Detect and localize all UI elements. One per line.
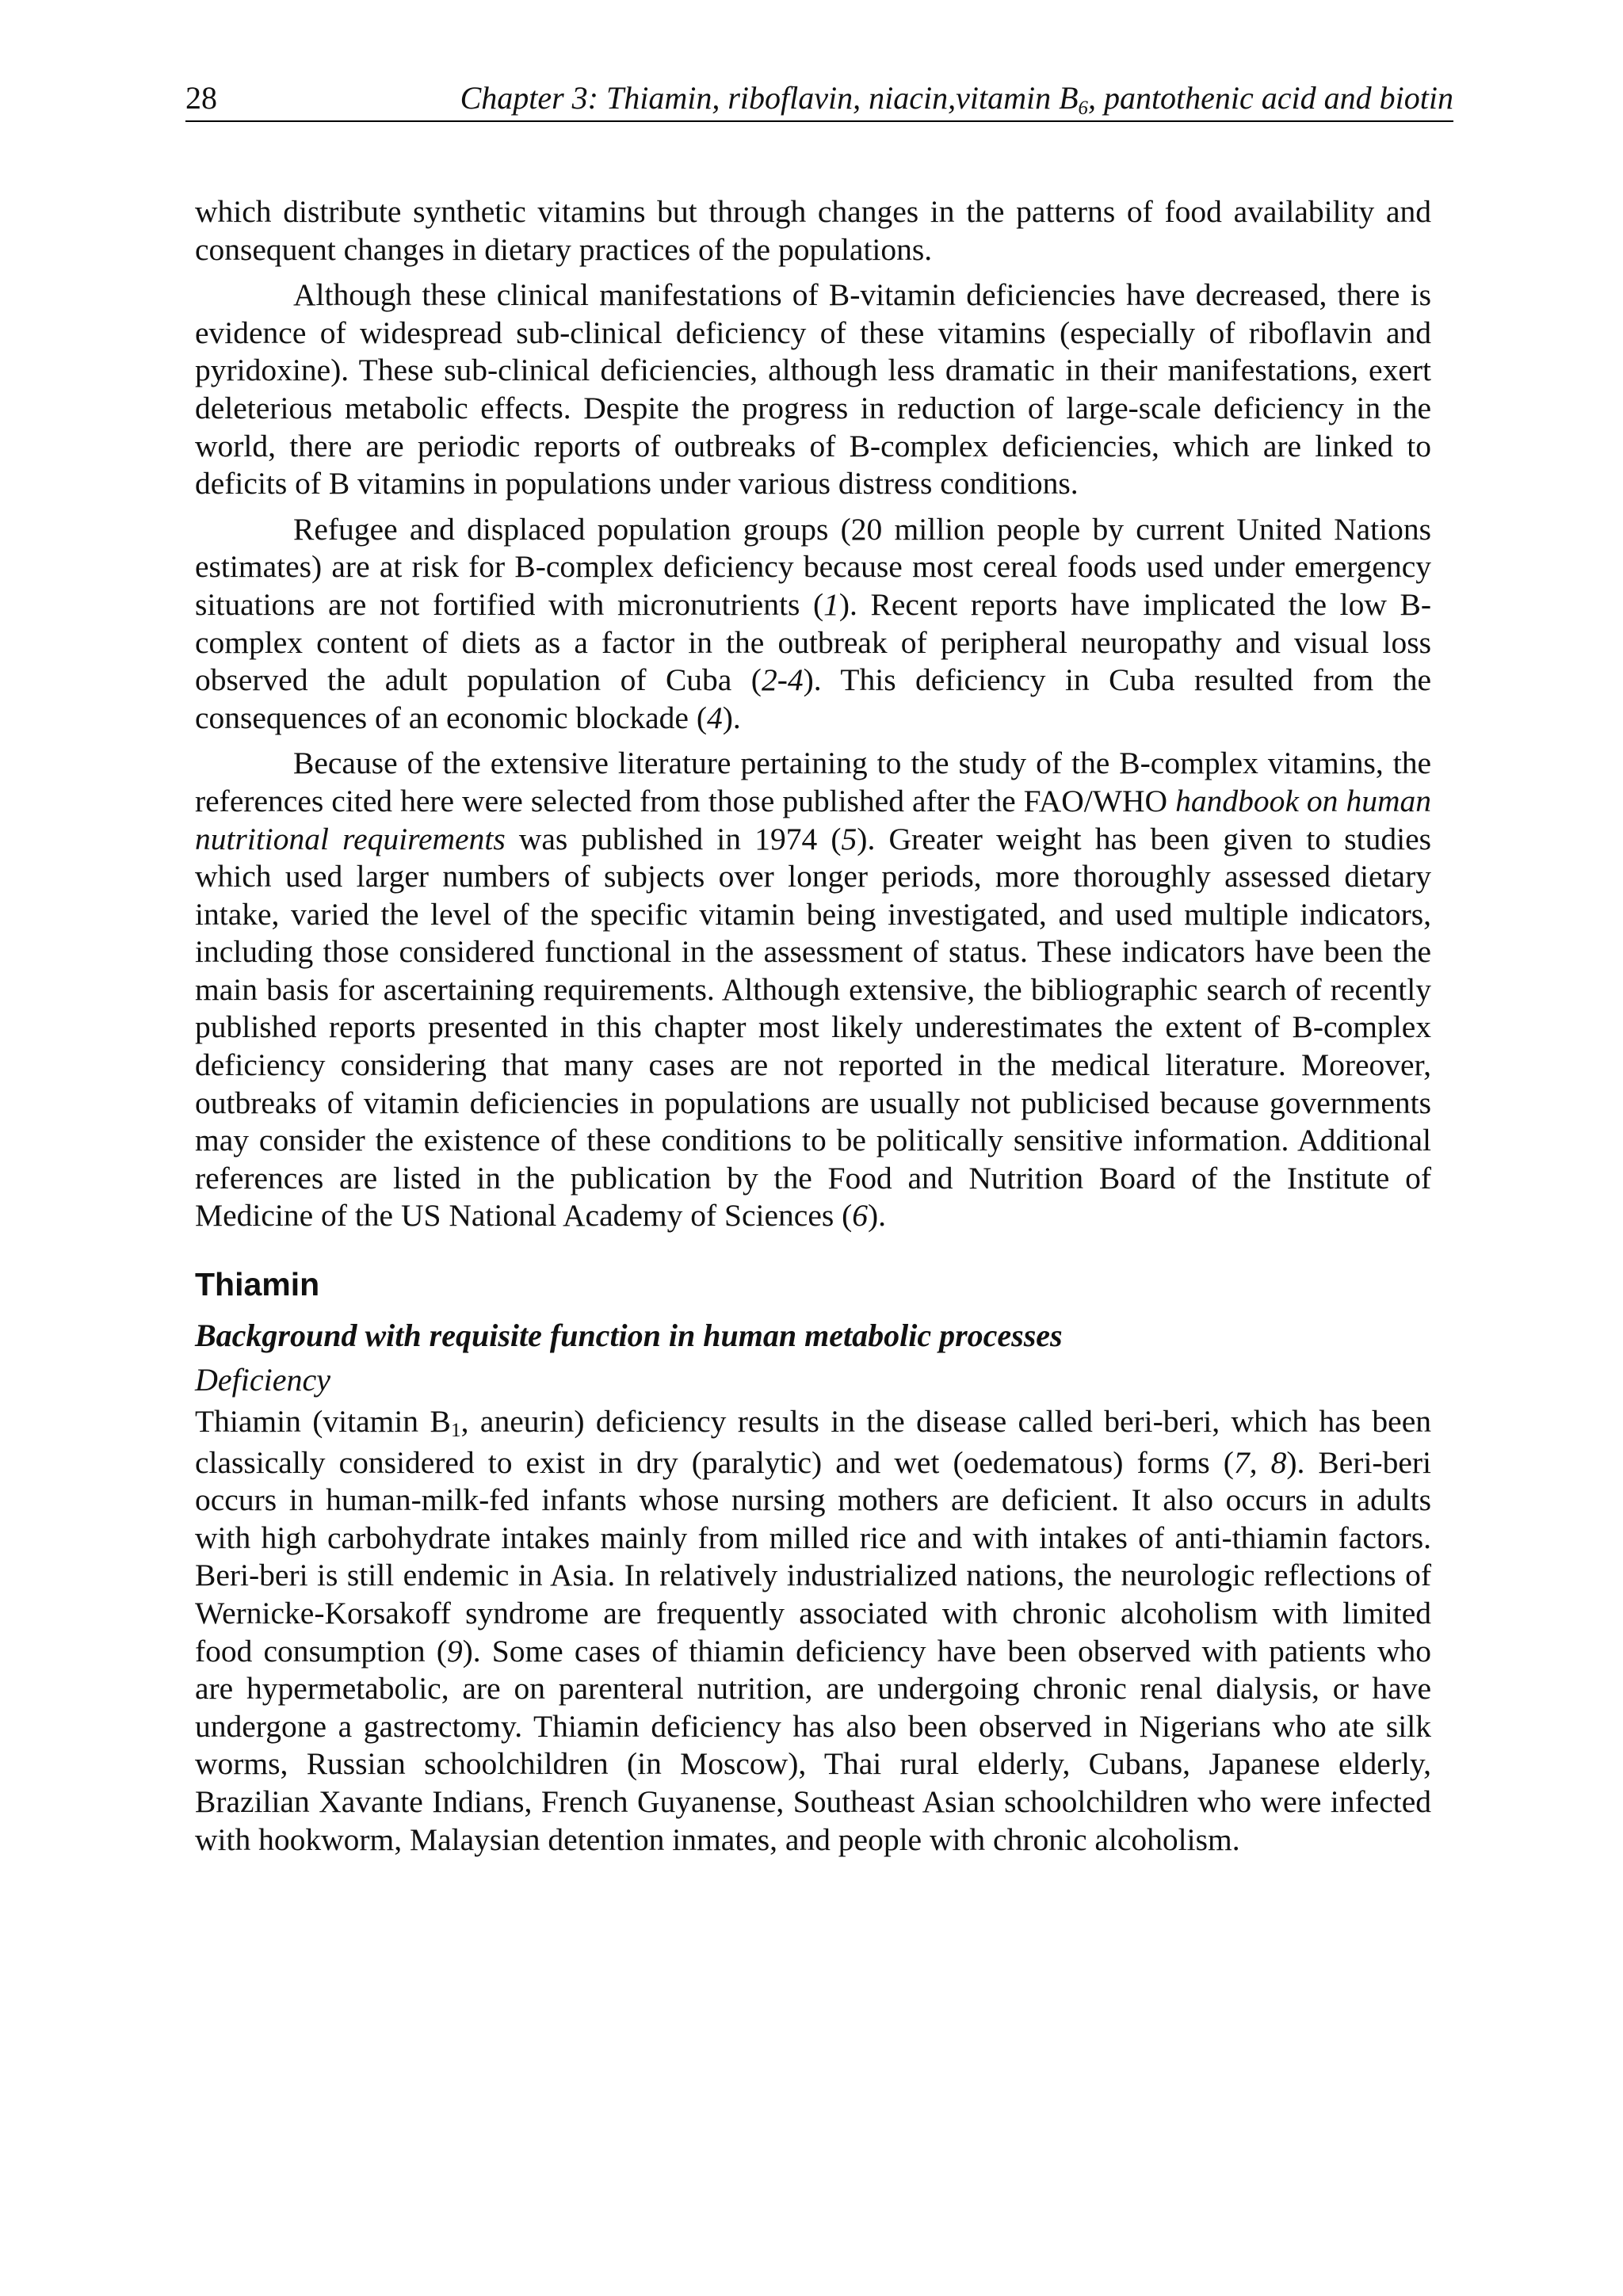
citation-ref: 5: [841, 821, 857, 856]
paragraph-text-segment: ). Some cases of thiamin deficiency have been observed with patients who are hypermetabolic, are on parenteral nutrition, are undergoing chronic renal dialysis, or have undergone a gastrectomy. Thiamin deficiency has also been observed in Nigerians who ate silk worms, Russian schoolchildren (in Moscow), Thai rural elderly, Cubans, Japanese elderly, Brazilian Xavante Indians, French Guyanense, Southeast Asian schoolchildren who were infected with hookworm, Malaysian detention inmates, and people with chronic alcoholism.: [195, 1633, 1432, 1857]
paragraph-text-segment: Thiamin (vitamin B: [195, 1404, 451, 1440]
subsection-heading: Background with requisite function in human metabolic processes: [195, 1318, 1063, 1354]
page-number: 28: [185, 80, 217, 116]
paragraph-text-segment: Because of the extensive literature pertaining to the study of the B-complex vitamins, the references cited here were selected from those published after the FAO/WHO: [195, 746, 1431, 818]
citation-ref: 1: [823, 586, 839, 622]
running-title-text: Chapter 3: Thiamin, riboflavin, niacin,vitamin B: [460, 80, 1079, 116]
citation-ref: 4: [706, 700, 723, 735]
running-title-end: , pantothenic acid and biotin: [1087, 80, 1453, 116]
italic-title: handbook on human nutritional requirements: [195, 783, 1431, 856]
paragraph-literature-selection: [195, 745, 1431, 1235]
paragraph-text-segment: , aneurin) deficiency results in the disease called beri-beri, which has been classically considered to exist in dry (paralytic) and wet (oedematous) forms (: [195, 1404, 1431, 1480]
citation-ref: 7, 8: [1233, 1444, 1287, 1480]
paragraph-text-segment: was published in 1974 (: [505, 821, 842, 856]
citation-ref: 6: [852, 1198, 868, 1234]
running-title-subscript: 6: [1078, 97, 1088, 119]
citation-ref: 2-4: [761, 662, 804, 698]
citation-ref: 9: [446, 1633, 463, 1669]
paragraph-text-segment: ). Greater weight has been given to studies which used larger numbers of subjects over longer periods, more thoroughly assessed dietary intake, varied the level of the specific vitamin being investigated, and used multiple indicators, including those considered functional in the assessment of status. These indicators have been the main basis for ascertaining requirements. Although extensive, the bibliographic search of recently published reports presented in this chapter most likely underestimates the extent of B-complex deficiency considering that many cases are not reported in the medical literature. Moreover, outbreaks of vitamin deficiencies in populations are usually not publicised because governments may consider the existence of these conditions to be politically sensitive information. Additional references are listed in the publication by the Food and Nutrition Board of the Institute of Medicine of the US National Academy of Sciences (: [195, 821, 1431, 1234]
running-title: [460, 76, 1453, 125]
paragraph-text-segment: ).: [868, 1198, 887, 1234]
subscript: 1: [450, 1418, 461, 1442]
paragraph-text-segment: Refugee and displaced population groups (20 million people by current United Nations estimates) are at risk for B-complex deficiency because most cereal foods used under emergency situations are not fortified with micronutrients (: [195, 511, 1431, 622]
page-header: [185, 76, 1453, 122]
paragraph-text-segment: ). Beri-beri occurs in human-milk-fed infants whose nursing mothers are deficient. It also occurs in adults with high carbohydrate intakes mainly from milled rice and with intakes of anti-thiamin factors. Beri-beri is still endemic in Asia. In relatively industrialized nations, the neurologic reflections of Wernicke-Korsakoff syndrome are frequently associated with chronic alcoholism with limited food consumption (: [195, 1444, 1431, 1669]
paragraph-thiamin-deficiency: [195, 1403, 1431, 1859]
paragraph-text-segment: ). This deficiency in Cuba resulted from the consequences of an economic blockade (: [195, 662, 1431, 735]
section-heading-thiamin: Thiamin: [195, 1266, 320, 1303]
paragraph-text-segment: ).: [722, 700, 741, 735]
paragraph-refugee-populations: [195, 511, 1431, 738]
paragraph-text-segment: ). Recent reports have implicated the low B-complex content of diets as a factor in the outbreak of peripheral neuropathy and visual loss observed the adult population of Cuba (: [195, 586, 1431, 698]
paragraph-subclinical-deficiency: Although these clinical manifestations of B-vitamin deficiencies have decreased, there is evidence of widespread sub-clinical deficiency of these vitamins (especially of riboflavin and pyridoxine). These sub-clinical deficiencies, although less dramatic in their manifestations, exert deleterious metabolic effects. Despite the progress in reduction of large-scale deficiency in the world, there are periodic reports of outbreaks of B-complex deficiencies, which are linked to deficits of B vitamins in populations under various distress conditions.: [195, 277, 1431, 502]
paragraph-continued: which distribute synthetic vitamins but through changes in the patterns of food availability and consequent changes in dietary practices of the populations.: [195, 194, 1431, 267]
page-body: [195, 193, 1431, 1867]
subsubsection-heading: Deficiency: [195, 1362, 330, 1398]
